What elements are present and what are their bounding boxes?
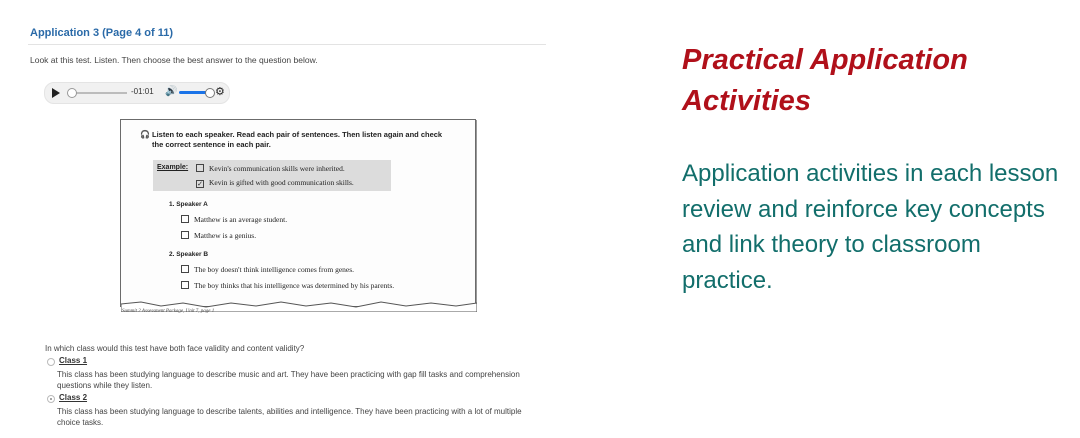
application-title: Application 3 (Page 4 of 11) <box>30 27 174 39</box>
volume-icon[interactable]: 🔊 <box>165 86 178 97</box>
slide-text-panel <box>560 0 1080 438</box>
class-1-radio[interactable] <box>47 358 55 366</box>
checkbox-icon <box>196 164 204 172</box>
speaker-option: Matthew is an average student. <box>181 215 287 224</box>
speaker-option: The boy doesn't think intelligence comes from genes. <box>181 265 354 274</box>
slide-body: Application activities in each lesson review and reinforce key concepts and link theory to classroom practice. <box>682 160 1059 294</box>
checkbox-icon <box>181 215 189 223</box>
headphones-icon: 🎧 <box>140 130 150 139</box>
test-image <box>120 119 476 307</box>
speaker-option: Matthew is a genius. <box>181 231 256 240</box>
speaker-option: The boy thinks that his intelligence was determined by his parents. <box>181 281 394 290</box>
volume-slider-thumb[interactable] <box>205 88 215 98</box>
instructions-text: Look at this test. Listen. Then choose the best answer to the question below. <box>30 55 318 65</box>
test-instruction: Listen to each speaker. Read each pair of sentences. Then listen again and check the correct sentence in each pair. <box>152 130 443 149</box>
class-1-description: This class has been studying language to describe music and art. They have been practicing with gap fill tasks and comprehension questions while they listen. <box>57 370 520 390</box>
example-option: ✓ Kevin is gifted with good communication skills. <box>197 178 354 188</box>
class-2-radio[interactable] <box>47 395 55 403</box>
audio-player <box>44 82 230 104</box>
checkbox-icon <box>181 231 189 239</box>
play-icon[interactable] <box>52 88 60 98</box>
example-box <box>153 160 391 191</box>
speaker-label: 2. Speaker B <box>169 251 209 258</box>
checkbox-icon <box>181 265 189 273</box>
audio-progress-thumb[interactable] <box>67 88 77 98</box>
checked-checkbox-icon: ✓ <box>197 180 203 188</box>
class-1-title[interactable]: Class 1 <box>59 356 88 365</box>
slide-heading: Practical Application Activities <box>682 44 968 117</box>
gear-icon[interactable]: ⚙ <box>215 85 225 98</box>
title-divider <box>28 44 546 45</box>
question-text: In which class would this test have both face validity and content validity? <box>45 344 305 353</box>
checkbox-icon <box>181 281 189 289</box>
audio-time: -01:01 <box>131 87 154 96</box>
class-2-description: This class has been studying language to describe talents, abilities and intelligence. They have been practicing with a lot of multiple choice tasks. <box>57 407 522 427</box>
class-2-title[interactable]: Class 2 <box>59 393 88 402</box>
test-credit: Summit 2 Assessment Package, Unit 7, page 1 <box>122 309 215 314</box>
speaker-label: 1. Speaker A <box>169 201 208 208</box>
audio-progress-track[interactable] <box>71 92 127 94</box>
example-label: Example: <box>157 164 189 171</box>
example-option: Kevin's communication skills were inherited. <box>196 164 345 173</box>
